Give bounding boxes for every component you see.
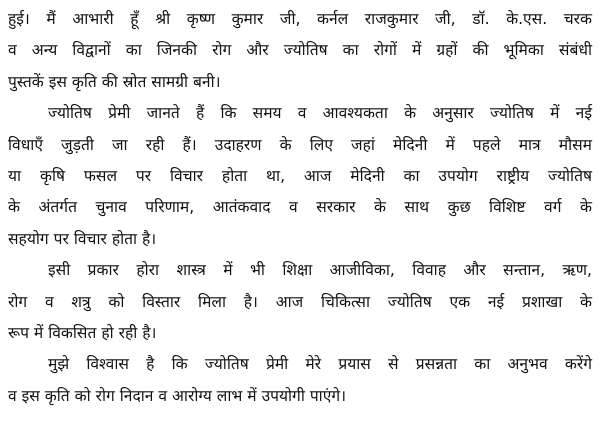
text-line: के अंतर्गत चुनाव परिणाम, आतंकवाद व सरकार के साथ कुछ विशिष्ट वर्ग के — [8, 198, 592, 217]
text-line: पुस्तकें इस कृति की स्रोत सामग्री बनी। — [8, 72, 221, 91]
text-line: विधाएँ जुड़ती जा रही हैं। उदाहरण के लिए जहां मेदिनी में पहले मात्र मौसम — [8, 135, 592, 154]
text-line: ज्योतिष प्रेमी जानते हैं कि समय व आवश्यकता के अनुसार ज्योतिष में नई — [48, 104, 592, 123]
text-line: रोग व शत्रु को विस्तार मिला है। आज चिकित्सा ज्योतिष एक नई प्रशाखा के — [8, 292, 592, 311]
paragraph-acknowledgement — [8, 4, 592, 98]
text-line: सहयोग पर विचार होता है। — [8, 229, 157, 248]
text-line: हुई। मैं आभारी हूँ श्री कृष्ण कुमार जी, कर्नल राजकुमार जी, डॉ. के.एस. चरक — [8, 10, 592, 28]
text-line: या कृषि फसल पर विचार होता था, आज मेदिनी का उपयोग राष्ट्रीय ज्योतिष — [8, 166, 592, 185]
paragraph-closing — [8, 349, 592, 412]
text-line: मुझे विश्वास है कि ज्योतिष प्रेमी मेरे प्रयास से प्रसन्नता का अनुभव करेंगे — [48, 355, 592, 374]
paragraph-new-disciplines — [8, 98, 592, 255]
text-line: रूप में विकसित हो रही है। — [8, 323, 157, 342]
text-line: व इस कृति को रोग निदान व आरोग्य लाभ में उपयोगी पाएंगे। — [8, 386, 347, 405]
text-line: इसी प्रकार होरा शास्त्र में भी शिक्षा आजीविका, विवाह और सन्तान, ऋण, — [48, 261, 592, 280]
paragraph-hora-shastra — [8, 255, 592, 349]
text-line: व अन्य विद्वानों का जिनकी रोग और ज्योतिष का रोगों में ग्रहों की भूमिका संबंधी — [8, 41, 592, 60]
